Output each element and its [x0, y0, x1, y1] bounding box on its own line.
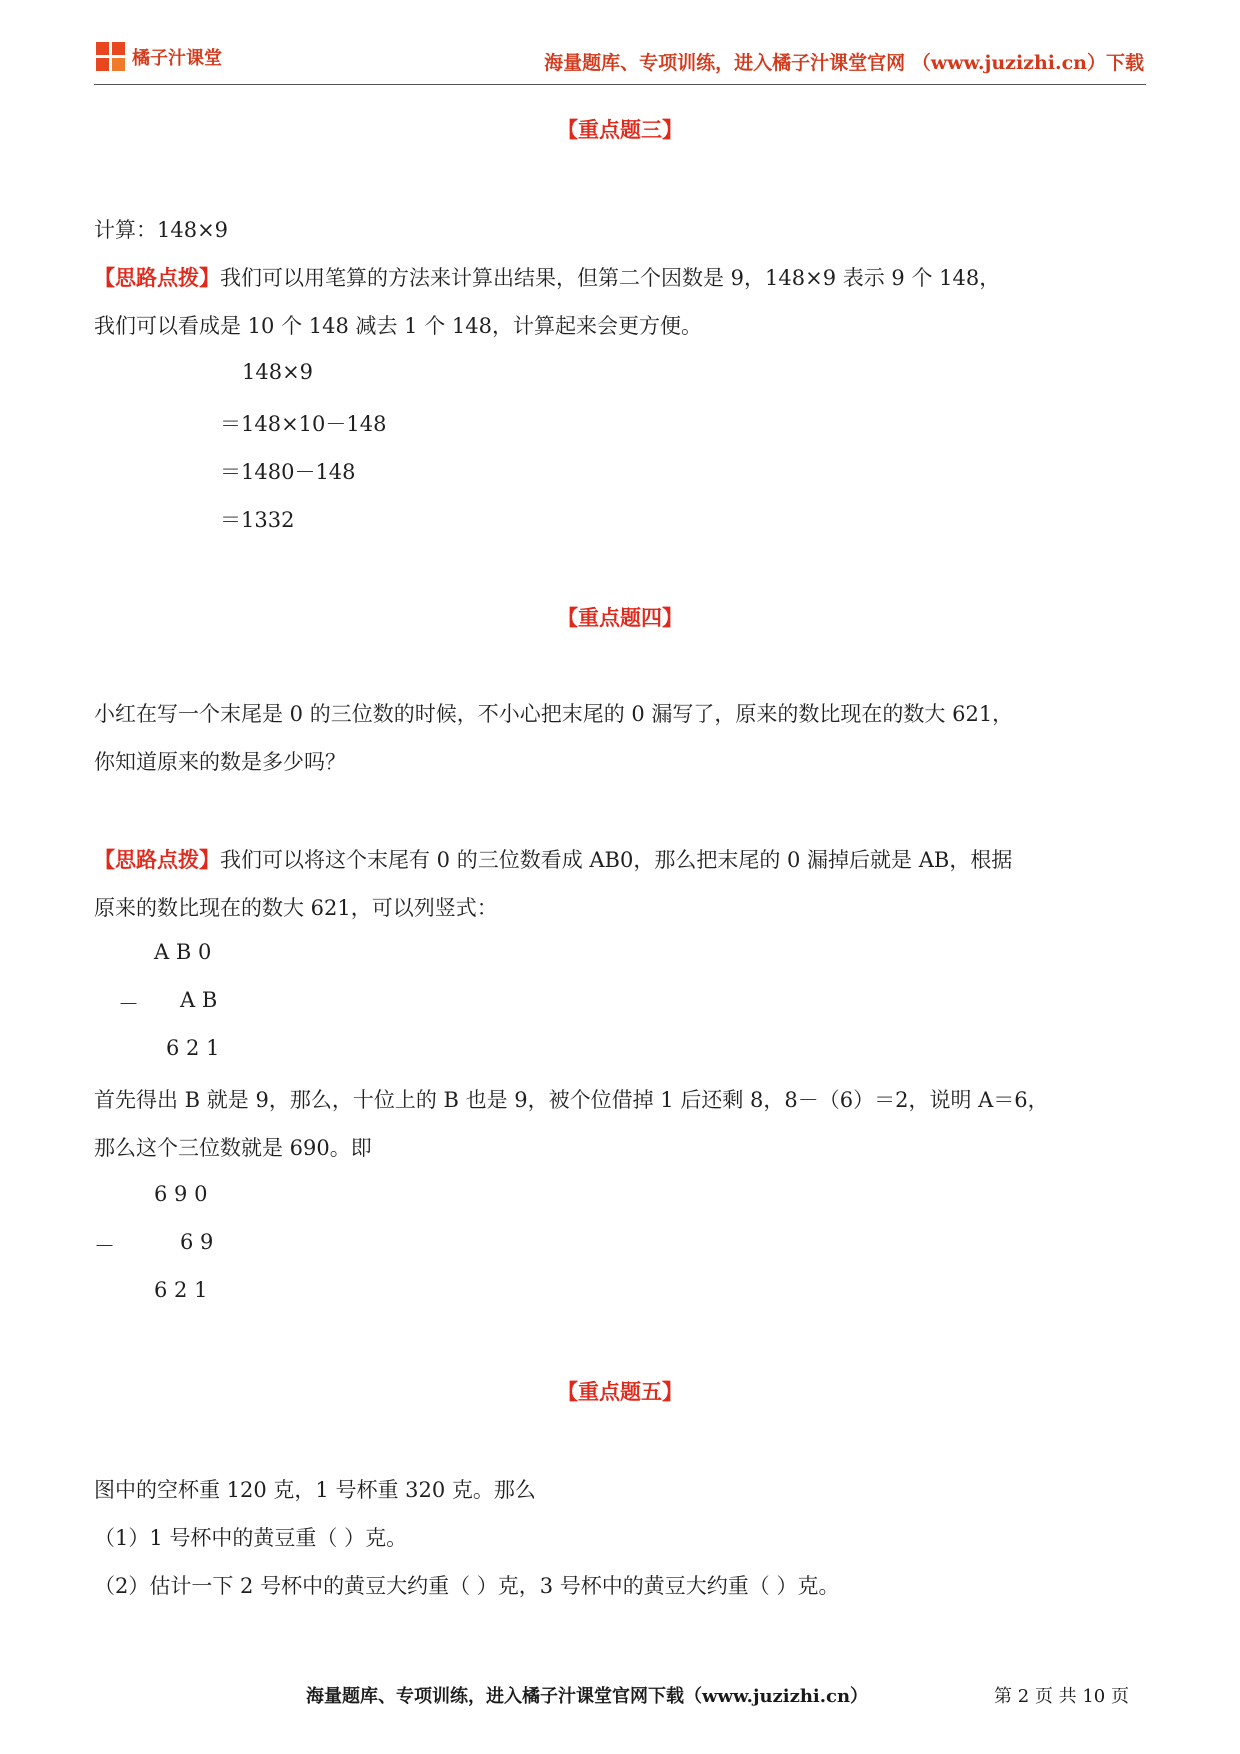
- section-title-4: 【重点题四】: [557, 605, 683, 630]
- calc-step: ＝148×10－148: [220, 412, 387, 436]
- explain-line-a: 首先得出 B 就是 9，那么，十位上的 B 也是 9，被个位借掉 1 后还剩 8，8－（6）＝2，说明 A＝6，: [94, 1088, 1049, 1112]
- hint-line-3b: 我们可以看成是 10 个 148 减去 1 个 148，计算起来会更方便。: [94, 314, 702, 338]
- vertical-calc-row: 6 2 1: [154, 1278, 208, 1302]
- hint-line-3a: [94, 262, 1000, 292]
- section-title-5: 【重点题五】: [557, 1379, 683, 1404]
- minus-sign: －: [118, 992, 139, 1016]
- vertical-calc-row: A B: [180, 988, 218, 1012]
- header-slogan-link[interactable]: 海量题库、专项训练，进入橘子汁课堂官网 （www.juzizhi.cn）下载: [544, 52, 1144, 74]
- footer-link[interactable]: 海量题库、专项训练，进入橘子汁课堂官网下载（www.juzizhi.cn）: [306, 1686, 869, 1707]
- vertical-calc-row: A B 0: [154, 940, 212, 964]
- section-title-3: 【重点题三】: [557, 117, 683, 142]
- question-3: 计算：148×9: [94, 218, 229, 242]
- hint-text: 我们可以用笔算的方法来计算出结果，但第二个因数是 9，148×9 表示 9 个 148，: [220, 266, 1001, 290]
- question-4a: 小红在写一个末尾是 0 的三位数的时候，不小心把末尾的 0 漏写了，原来的数比现在的数大 621，: [94, 702, 1014, 726]
- vertical-calc-row: 6 9: [180, 1230, 214, 1254]
- header-divider: [94, 84, 1146, 85]
- hint-line-4a: [94, 844, 1012, 874]
- calc-step: ＝1480－148: [220, 460, 356, 484]
- question-5: 图中的空杯重 120 克，1 号杯重 320 克。那么: [94, 1478, 536, 1502]
- hint-label: 【思路点拨】: [94, 265, 220, 290]
- minus-sign: －: [94, 1234, 115, 1258]
- question-4b: 你知道原来的数是多少吗？: [94, 750, 346, 774]
- explain-line-b: 那么这个三位数就是 690。即: [94, 1136, 372, 1160]
- hint-label: 【思路点拨】: [94, 847, 220, 872]
- question-5-item-2: （2）估计一下 2 号杯中的黄豆大约重（ ）克，3 号杯中的黄豆大约重（ ）克。: [94, 1574, 840, 1598]
- calc-step: ＝1332: [220, 508, 295, 532]
- brand-name: 橘子汁课堂: [132, 48, 222, 69]
- calc-step: 148×9: [242, 360, 314, 384]
- question-5-item-1: （1）1 号杯中的黄豆重（ ）克。: [94, 1526, 408, 1550]
- vertical-calc-row: 6 2 1: [166, 1036, 220, 1060]
- brand-logo-icon: [96, 42, 126, 72]
- vertical-calc-row: 6 9 0: [154, 1182, 208, 1206]
- hint-text: 我们可以将这个末尾有 0 的三位数看成 AB0，那么把末尾的 0 漏掉后就是 AB，根据: [220, 848, 1013, 872]
- page-number: 第 2 页 共 10 页: [994, 1686, 1129, 1707]
- hint-line-4b: 原来的数比现在的数大 621，可以列竖式：: [94, 896, 498, 920]
